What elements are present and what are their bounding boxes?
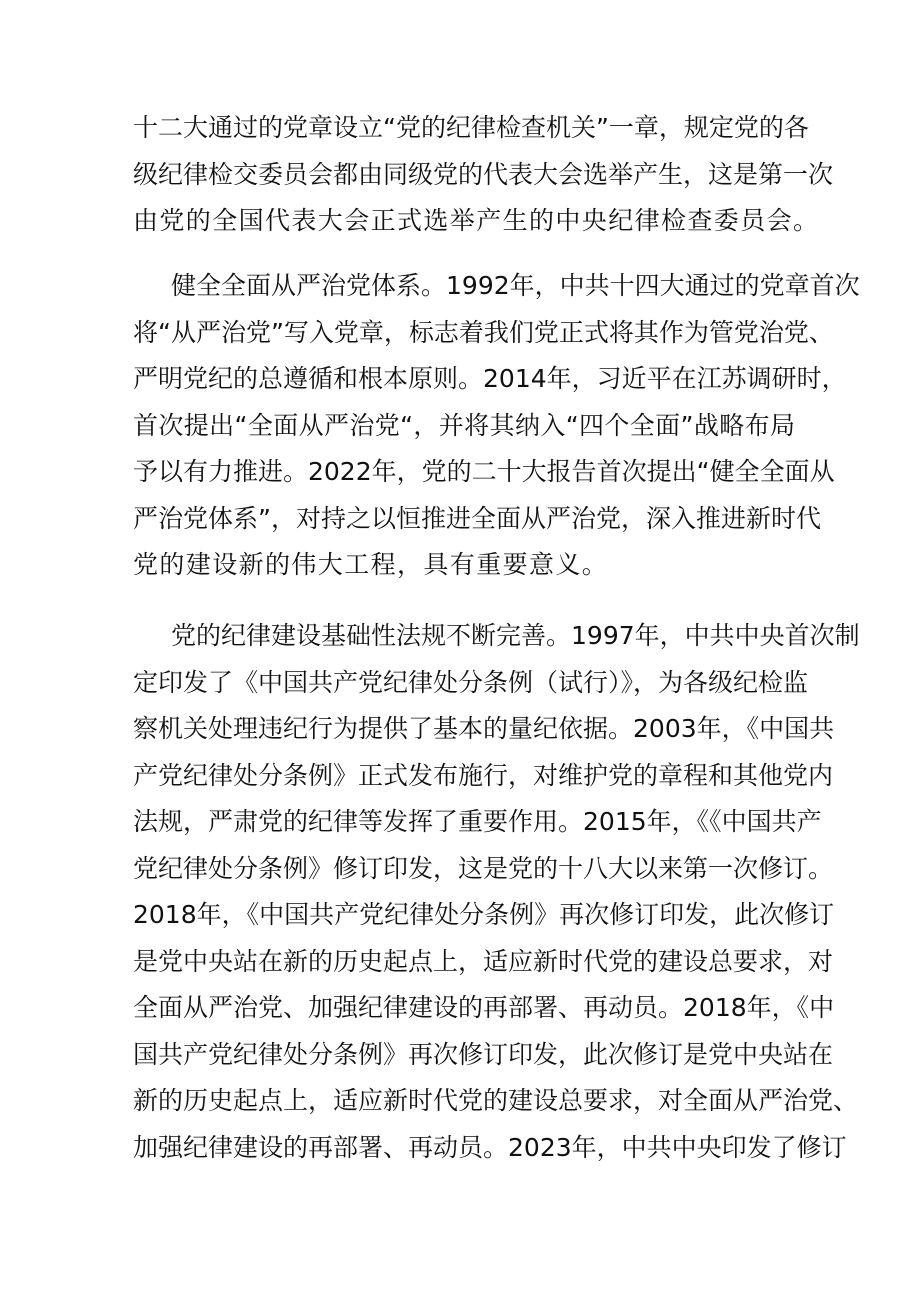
text-line: 严治党体系”，对持之以恒推进全面从严治党，深入推进新时代: [133, 503, 821, 533]
paragraph-discipline-regulations: [133, 613, 860, 1171]
text-line: 产党纪律处分条例》正式发布施行，对维护党的章程和其他党内: [133, 760, 834, 790]
text-line: 由党的全国代表大会正式选举产生的中央纪律检查委员会。: [133, 206, 820, 235]
text-line: 级纪律检交委员会都由同级党的代表大会选举产生，这是第一次: [133, 159, 834, 189]
text-line: 严明党纪的总遵循和根本原则。2014年，习近平在江苏调研时，: [133, 364, 847, 393]
paragraph-strict-governance-system: [133, 263, 860, 589]
text-line: 是党中央站在新的历史起点上，适应新时代党的建设总要求，对: [133, 946, 834, 976]
text-line: 十二大通过的党章设立“党的纪律检查机关”一章，规定党的各: [133, 113, 809, 142]
paragraph-discipline-commission: [133, 105, 834, 245]
text-line: 予以有力推进。2022年，党的二十大报告首次提出“健全全面从: [133, 457, 835, 486]
text-line: 2018年，《中国共产党纪律处分条例》再次修订印发，此次修订: [133, 900, 835, 929]
text-line: 察机关处理违纪行为提供了基本的量纪依据。2003年，《中国共: [133, 714, 835, 743]
text-line: 法规，严肃党的纪律等发挥了重要作用。2015年，《《中国共产: [133, 807, 822, 836]
text-line: 党的纪律建设基础性法规不断完善。1997年，中共中央首次制: [171, 621, 860, 650]
text-line: 将“从严治党”写入党章，标志着我们党正式将其作为管党治党、: [133, 317, 834, 347]
text-line: 首次提出“全面从严治党“，并将其纳入“四个全面”战略布局: [133, 410, 795, 440]
text-line: 健全全面从严治党体系。1992年，中共十四大通过的党章首次: [171, 271, 860, 300]
text-line: 新的历史起点上，适应新时代党的建设总要求，对全面从严治党、: [133, 1086, 859, 1115]
text-line: 加强纪律建设的再部署、再动员。2023年，中共中央印发了修订: [133, 1132, 847, 1162]
text-line: 定印发了《中国共产党纪律处分条例（试行）》，为各级纪检监: [133, 667, 809, 697]
text-line: 全面从严治党、加强纪律建设的再部署、再动员。2018年，《中: [133, 993, 835, 1022]
text-line: 党纪律处分条例》修订印发，这是党的十八大以来第一次修订。: [133, 853, 834, 883]
text-line: 党的建设新的伟大工程，具有重要意义。: [133, 550, 609, 579]
text-line: 国共产党纪律处分条例》再次修订印发，此次修订是党中央站在: [133, 1039, 834, 1069]
